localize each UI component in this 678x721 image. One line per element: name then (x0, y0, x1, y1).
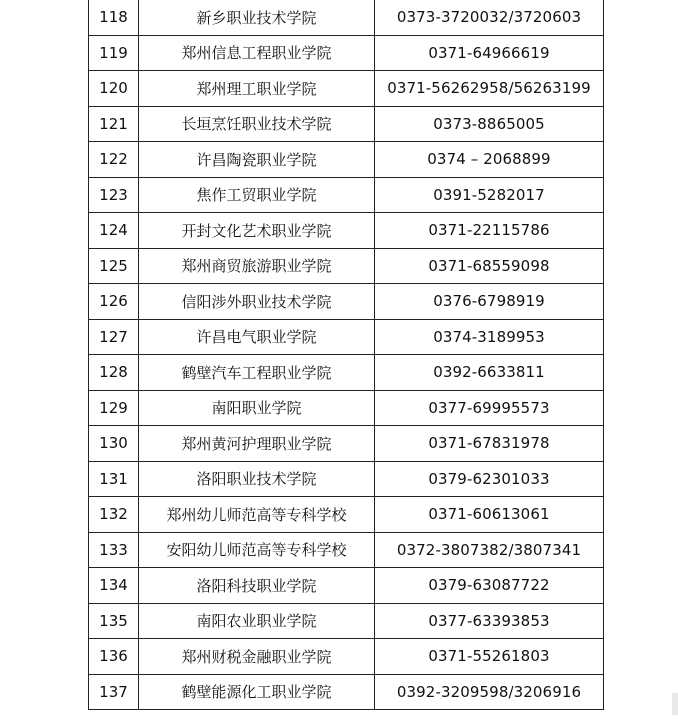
row-number: 134 (89, 568, 139, 604)
phone-number: 0371-22115786 (375, 213, 604, 249)
school-name: 郑州信息工程职业学院 (139, 35, 375, 71)
phone-number: 0374 – 2068899 (375, 142, 604, 178)
phone-number: 0371-56262958/56263199 (375, 71, 604, 107)
row-number: 128 (89, 355, 139, 391)
school-name: 洛阳科技职业学院 (139, 568, 375, 604)
school-name: 南阳职业学院 (139, 390, 375, 426)
phone-number: 0372-3807382/3807341 (375, 532, 604, 568)
table-row (89, 0, 604, 35)
table-row (89, 532, 604, 568)
row-number: 125 (89, 248, 139, 284)
table-row (89, 461, 604, 497)
row-number: 137 (89, 674, 139, 710)
row-number: 130 (89, 426, 139, 462)
row-number: 131 (89, 461, 139, 497)
row-number: 118 (89, 0, 139, 35)
table-row (89, 603, 604, 639)
phone-number: 0392-6633811 (375, 355, 604, 391)
table-row (89, 106, 604, 142)
school-name: 郑州商贸旅游职业学院 (139, 248, 375, 284)
table-row (89, 390, 604, 426)
table-row (89, 213, 604, 249)
row-number: 136 (89, 639, 139, 675)
row-number: 127 (89, 319, 139, 355)
school-name: 安阳幼儿师范高等专科学校 (139, 532, 375, 568)
school-name: 鹤壁能源化工职业学院 (139, 674, 375, 710)
row-number: 120 (89, 71, 139, 107)
phone-number: 0371-67831978 (375, 426, 604, 462)
table-row (89, 497, 604, 533)
school-name: 焦作工贸职业学院 (139, 177, 375, 213)
school-name: 郑州财税金融职业学院 (139, 639, 375, 675)
school-name: 信阳涉外职业技术学院 (139, 284, 375, 320)
school-name: 新乡职业技术学院 (139, 0, 375, 35)
phone-number: 0371-64966619 (375, 35, 604, 71)
table-row (89, 674, 604, 710)
page-edge-mark (672, 693, 678, 715)
table-row (89, 284, 604, 320)
row-number: 133 (89, 532, 139, 568)
school-name: 开封文化艺术职业学院 (139, 213, 375, 249)
row-number: 122 (89, 142, 139, 178)
phone-number: 0371-68559098 (375, 248, 604, 284)
table-row (89, 248, 604, 284)
row-number: 123 (89, 177, 139, 213)
table-row (89, 177, 604, 213)
phone-number: 0373-8865005 (375, 106, 604, 142)
row-number: 119 (89, 35, 139, 71)
phone-number: 0379-63087722 (375, 568, 604, 604)
row-number: 132 (89, 497, 139, 533)
row-number: 129 (89, 390, 139, 426)
phone-number: 0391-5282017 (375, 177, 604, 213)
phone-number: 0371-55261803 (375, 639, 604, 675)
table-row (89, 142, 604, 178)
phone-number: 0374-3189953 (375, 319, 604, 355)
table-row (89, 639, 604, 675)
row-number: 121 (89, 106, 139, 142)
school-name: 郑州幼儿师范高等专科学校 (139, 497, 375, 533)
phone-number: 0392-3209598/3206916 (375, 674, 604, 710)
school-name: 长垣烹饪职业技术学院 (139, 106, 375, 142)
table-row (89, 355, 604, 391)
table-row (89, 319, 604, 355)
row-number: 126 (89, 284, 139, 320)
school-name: 许昌陶瓷职业学院 (139, 142, 375, 178)
row-number: 124 (89, 213, 139, 249)
table-row (89, 568, 604, 604)
school-name: 南阳农业职业学院 (139, 603, 375, 639)
phone-number: 0377-63393853 (375, 603, 604, 639)
school-contact-table (88, 0, 604, 710)
table-row (89, 35, 604, 71)
phone-number: 0373-3720032/3720603 (375, 0, 604, 35)
school-name: 郑州黄河护理职业学院 (139, 426, 375, 462)
phone-number: 0371-60613061 (375, 497, 604, 533)
row-number: 135 (89, 603, 139, 639)
table-row (89, 71, 604, 107)
phone-number: 0377-69995573 (375, 390, 604, 426)
school-name: 鹤壁汽车工程职业学院 (139, 355, 375, 391)
phone-number: 0379-62301033 (375, 461, 604, 497)
school-name: 郑州理工职业学院 (139, 71, 375, 107)
school-name: 洛阳职业技术学院 (139, 461, 375, 497)
phone-number: 0376-6798919 (375, 284, 604, 320)
table-row (89, 426, 604, 462)
school-name: 许昌电气职业学院 (139, 319, 375, 355)
